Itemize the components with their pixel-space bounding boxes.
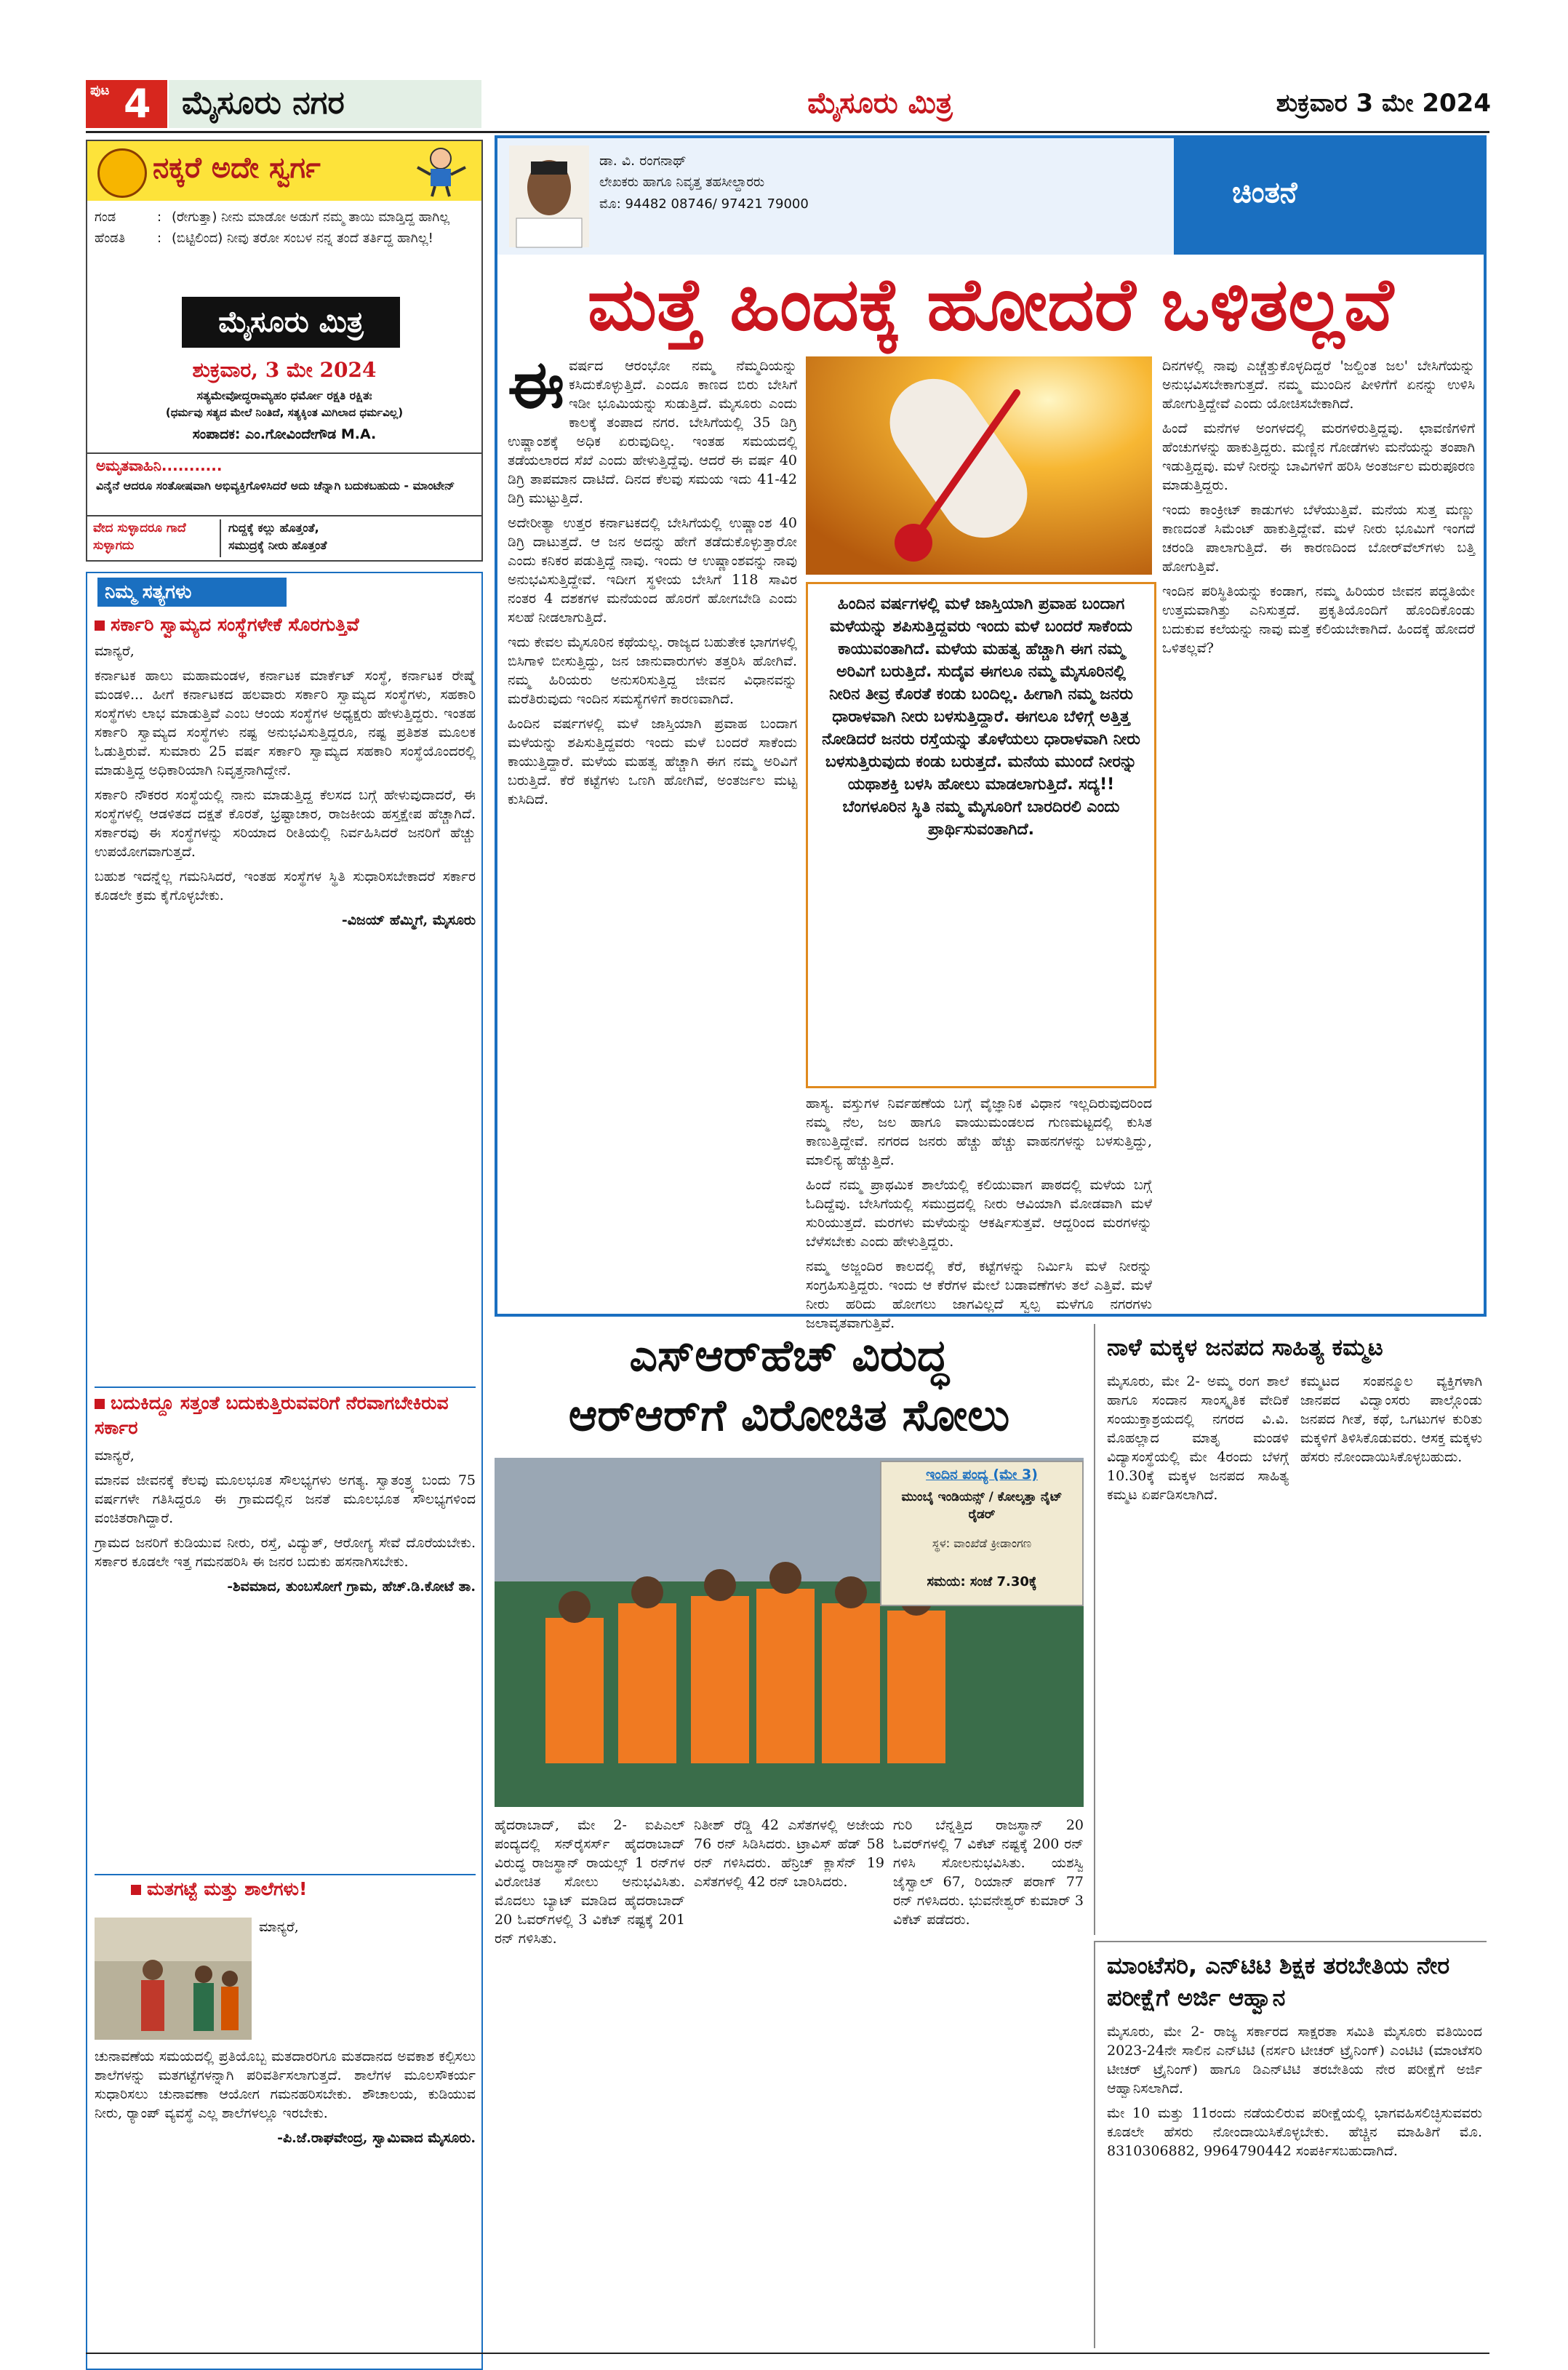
paragraph: ಹಾಸ್ಯ. ವಸ್ತುಗಳ ನಿರ್ವಹಣೆಯ ಬಗ್ಗೆ ವೈಜ್ಞಾನಿಕ ವಿಧಾನ ಇಲ್ಲದಿರುವುದರಿಂದ ನಮ್ಮ ನೆಲ, ಜಲ ಹಾಗೂ ವಾಯುಮಂಡಲದ ಗುಣಮಟ್ಟದಲ್ಲಿ ಕುಸಿತ ಕಾಣುತ್ತಿದ್ದೇವೆ. ನಗರದ ಜನರು ಹೆಚ್ಚು ಹೆಚ್ಚು ವಾಹನಗಳನ್ನು ಬಳಸುತ್ತಿದ್ದು, ಮಾಲಿನ್ಯ ಹೆಚ್ಚುತ್ತಿದೆ. [806, 1096, 1152, 1168]
column-label: ಚಿಂತನೆ [1232, 176, 1297, 210]
article-col-2 [806, 1094, 1152, 1331]
letter-body [95, 642, 476, 1325]
folk-col-2 [1300, 1372, 1482, 1932]
folk-col-1 [1107, 1372, 1289, 1932]
bullet-icon [95, 1399, 105, 1409]
humor-line: ಹೆಂಡತಿ : (ಬಿಟ್ಟಿಲಿಂದ) ನೀವು ತರೋ ಸಂಬಳ ನನ್ನ ತಂದೆ ತರ್ತಿದ್ದ ಹಾಗಿಲ್ಲ! [95, 229, 473, 247]
montessori-body [1107, 2022, 1482, 2342]
signature: -ಶಿವಮಾದ, ತುಂಬಸೋಗೆ ಗ್ರಾಮ, ಹೆಚ್.ಡಿ.ಕೋಟೆ ತಾ. [227, 1579, 476, 1595]
paragraph: ಹೈದರಾಬಾದ್, ಮೇ 2- ಐಪಿಎಲ್ ಪಂದ್ಯದಲ್ಲಿ ಸನ್‌ರೈಸರ್ಸ್ ಹೈದರಾಬಾದ್ ವಿರುದ್ಧ ರಾಜಸ್ಥಾನ್ ರಾಯಲ್ಸ್ 1 ರನ್‌ಗಳ ವಿರೋಚಿತ ಸೋಲು ಅನುಭವಿಸಿತು. ಮೊದಲು ಬ್ಯಾಟ್ ಮಾಡಿದ ಹೈದರಾಬಾದ್ 20 ಓವರ್‌ಗಳಲ್ಲಿ 3 ವಿಕೆಟ್ ನಷ್ಟಕ್ಕೆ 201 ರನ್ ಗಳಿಸಿತು. [495, 1817, 685, 1947]
amrutha-text: ವಿನೈನೆ ಆದರೂ ಸಂತೋಷವಾಗಿ ಅಭಿವ್ಯಕ್ತಿಗೊಳಿಸಿದರೆ ಅದು ಚೆನ್ನಾಗಿ ಬದುಕಬಹುದು - ಮಾಂಟೇನ್ [96, 479, 455, 492]
paragraph: ಇಂದು ಕಾಂಕ್ರೀಟ್ ಕಾಡುಗಳು ಬೆಳೆಯುತ್ತಿವೆ. ಮನೆಯ ಸುತ್ತ ಮಣ್ಣು ಕಾಣದಂತೆ ಸಿಮೆಂಟ್ ಹಾಕುತ್ತಿದ್ದೇವೆ. ಮಳೆ ನೀರು ಭೂಮಿಗೆ ಇಂಗದೆ ಚರಂಡಿ ಪಾಲಾಗುತ್ತಿದೆ. ಈ ಕಾರಣದಿಂದ ಬೋರ್‌ವೆಲ್‌ಗಳು ಬತ್ತಿ ಹೋಗುತ್ತಿವೆ. [1162, 502, 1475, 575]
paragraph: ಮೈಸೂರು, ಮೇ 2- ಅಮ್ಮ ರಂಗ ಶಾಲೆ ಹಾಗೂ ಸಂದಾನ ಸಾಂಸ್ಕೃತಿಕ ವೇದಿಕೆ ಸಂಯುಕ್ತಾಶ್ರಯದಲ್ಲಿ ನಗರದ ವಿ.ವಿ. ಮೊಹಲ್ಲಾದ ಮಾತೃ ಮಂಡಳಿ ವಿದ್ಯಾಸಂಸ್ಥೆಯಲ್ಲಿ ಮೇ 4ರಂದು ಬೆಳಗ್ಗೆ 10.30ಕ್ಕೆ ಮಕ್ಕಳ ಜನಪದ ಸಾಹಿತ್ಯ ಕಮ್ಮಟ ಏರ್ಪಡಿಸಲಾಗಿದೆ. [1107, 1373, 1289, 1503]
letters-section [86, 572, 483, 2370]
ipl-headline-2: ಆರ್‌ಆರ್‌ಗೆ ವಿರೋಚಿತ ಸೋಲು [568, 1390, 1010, 1441]
cartoon-icon [412, 145, 470, 196]
letters-header: ನಿಮ್ಮ ಸತ್ಯಗಳು [97, 578, 287, 607]
proverb-line: ಸಮುದ್ರಕ್ಕೆ ನೀರು ಹೊತ್ತಂತೆ [228, 538, 327, 552]
divider [95, 1387, 476, 1388]
paragraph: ಇಂದಿನ ಪರಿಸ್ಥಿತಿಯನ್ನು ಕಂಡಾಗ, ನಮ್ಮ ಹಿರಿಯರ ಜೀವನ ಪದ್ಧತಿಯೇ ಉತ್ತಮವಾಗಿತ್ತು ಎನಿಸುತ್ತದೆ. ಪ್ರಕೃತಿಯೊಂದಿಗೆ ಹೊಂದಿಕೊಂಡು ಬದುಕುವ ಕಲೆಯನ್ನು ನಾವು ಮತ್ತೆ ಕಲಿಯಬೇಕಾಗಿದೆ. ಹಿಂದಕ್ಕೆ ಹೋದರೆ ಒಳಿತಲ್ಲವೆ? [1162, 583, 1475, 656]
letter-body [95, 1446, 476, 1861]
paragraph: ಗ್ರಾಮದ ಜನರಿಗೆ ಕುಡಿಯುವ ನೀರು, ರಸ್ತೆ, ವಿದ್ಯುತ್, ಆರೋಗ್ಯ ಸೇವೆ ದೊರೆಯಬೇಕು. ಸರ್ಕಾರ ಕೂಡಲೇ ಇತ್ತ ಗಮನಹರಿಸಿ ಈ ಜನರ ಬದುಕು ಹಸನಾಗಿಸಬೇಕು. [95, 1535, 476, 1570]
author-phone: ಮೊ: 94482 08746/ 97421 79000 [599, 196, 809, 212]
pull-quote-text: ಹಿಂದಿನ ವರ್ಷಗಳಲ್ಲಿ ಮಳೆ ಜಾಸ್ತಿಯಾಗಿ ಪ್ರವಾಹ ಬಂದಾಗ ಮಳೆಯನ್ನು ಶಪಿಸುತ್ತಿದ್ದವರು ಇಂದು ಮಳೆ ಬಂದರೆ ಸಾಕೆಂದು ಕಾಯುವಂತಾಗಿದೆ. ಮಳೆಯ ಮಹತ್ವ ಹೆಚ್ಚಾಗಿ ಈಗ ನಮ್ಮ ಅರಿವಿಗೆ ಬರುತ್ತಿದೆ. ಸುದೈವ ಈಗಲೂ ನಮ್ಮ ಮೈಸೂರಿನಲ್ಲಿ ನೀರಿನ ತೀವ್ರ ಕೊರತೆ ಕಂಡು ಬಂದಿಲ್ಲ. ಹೀಗಾಗಿ ನಮ್ಮ ಜನರು ಧಾರಾಳವಾಗಿ ನೀರು ಬಳಸುತ್ತಿದ್ದಾರೆ. ಈಗಲೂ ಬೆಳಿಗ್ಗೆ ಅತ್ತಿತ್ತ ನೋಡಿದರೆ ಜನರು ರಸ್ತೆಯನ್ನು ತೊಳೆಯಲು ಧಾರಾಳವಾಗಿ ನೀರು ಬಳಸುತ್ತಿರುವುದು ಕಂಡು ಬರುತ್ತದೆ. ಮನೆಯ ಮುಂದೆ ನೀರನ್ನು ಯಥಾಶಕ್ತಿ ಬಳಸಿ ಹೋಲು ಮಾಡಲಾಗುತ್ತಿದೆ. ಸದ್ಯ!! ಬೆಂಗಳೂರಿನ ಸ್ಥಿತಿ ನಮ್ಮ ಮೈಸೂರಿಗೆ ಬಾರದಿರಲಿ ಎಂದು ಪ್ರಾರ್ಥಿಸುವಂತಾಗಿದೆ. [822, 595, 1140, 839]
paragraph: ಮಾನವ ಜೀವನಕ್ಕೆ ಕೆಲವು ಮೂಲಭೂತ ಸೌಲಭ್ಯಗಳು ಅಗತ್ಯ. ಸ್ವಾತಂತ್ರ್ಯ ಬಂದು 75 ವರ್ಷಗಳೇ ಗತಿಸಿದ್ದರೂ ಈ ಗ್ರಾಮದಲ್ಲಿನ ಜನತೆ ಮೂಲಭೂತ ಸೌಲಭ್ಯಗಳಿಂದ ವಂಚಿತರಾಗಿದ್ದಾರೆ. [95, 1472, 476, 1526]
section-bar [169, 80, 481, 128]
article-col-1 [508, 347, 798, 1309]
paragraph: ಅದೇರೀತ್ಯಾ ಉತ್ತರ ಕರ್ನಾಟಕದಲ್ಲಿ ಬೇಸಿಗೆಯಲ್ಲಿ ಉಷ್ಣಾಂಶ 40 ಡಿಗ್ರಿ ದಾಟುತ್ತದೆ. ಆ ಜನ ಅದನ್ನು ಹೇಗೆ ತಡೆದುಕೊಳ್ಳುತ್ತಾರೋ ಎಂದು ಕನಿಕರ ಪಡುತ್ತಿದ್ದೆ ನಾವು. ಇಂದು ಆ ಉಷ್ಣಾಂಶವನ್ನು ನಾವು ಅನುಭವಿಸುತ್ತಿದ್ದೇವೆ. ಇದೀಗ ಸ್ಥಳೀಯ ಬೇಸಿಗೆ 118 ಸಾವಿರ ನಂತರ 4 ದಶಕಗಳ ಮನೆಯಂದ ಹೊರಗೆ ಹೋಗಬೇಡಿ ಎಂದು ಸಲಹೆ ನೀಡಲಾಗುತ್ತಿದೆ. [508, 515, 797, 626]
paragraph: ಸರ್ಕಾರಿ ನೌಕರರ ಸಂಸ್ಥೆಯಲ್ಲಿ ನಾನು ಮಾಡುತ್ತಿದ್ದ ಕೆಲಸದ ಬಗ್ಗೆ ಹೇಳುವುದಾದರೆ, ಈ ಸಂಸ್ಥೆಗಳಲ್ಲಿ ಆಡಳಿತದ ದಕ್ಷತೆ ಕೊರತೆ, ಭ್ರಷ್ಟಾಚಾರ, ರಾಜಕೀಯ ಹಸ್ತಕ್ಷೇಪ ಹೆಚ್ಚಾಗಿದೆ. ಸರ್ಕಾರವು ಈ ಸಂಸ್ಥೆಗಳನ್ನು ಸರಿಯಾದ ರೀತಿಯಲ್ಲಿ ನಿರ್ವಹಿಸಿದರೆ ಜನರಿಗೆ ಹೆಚ್ಚು ಉಪಯೋಗವಾಗುತ್ತದೆ. [95, 787, 476, 860]
bullet-icon [131, 1885, 141, 1895]
dropcap: ಈ [508, 347, 565, 423]
letter-title: ಸರ್ಕಾರಿ ಸ್ವಾಮ್ಯದ ಸಂಸ್ಥೆಗಳೇಕೆ ಸೊರಗುತ್ತಿವೆ [95, 614, 476, 636]
ipl-col-3 [893, 1816, 1084, 2339]
humor-dialogue [95, 208, 473, 247]
humor-banner [87, 141, 481, 201]
paragraph: ಮೇ 10 ಮತ್ತು 11ರಂದು ನಡೆಯಲಿರುವ ಪರೀಕ್ಷೆಯಲ್ಲಿ ಭಾಗವಹಿಸಲಿಚ್ಛಿಸುವವರು ಕೂಡಲೇ ಹೆಸರು ನೋಂದಾಯಿಸಿಕೊಳ್ಳಬೇಕು. ಹೆಚ್ಚಿನ ಮಾಹಿತಿಗೆ ಮೊ. 8310306882, 9964790442 ಸಂಪರ್ಕಿಸಬಹುದಾಗಿದೆ. [1107, 2105, 1482, 2159]
proverb-label: ವೇದ ಸುಳ್ಳಾದರೂ ಗಾದೆ ಸುಳ್ಳಾಗದು [93, 521, 186, 553]
masthead-date [1207, 81, 1491, 127]
divider [95, 1874, 476, 1875]
chintane-article [495, 135, 1487, 1331]
column-label-box [1174, 138, 1484, 255]
paragraph: ಕಮ್ಮಟದ ಸಂಪನ್ಮೂಲ ವ್ಯಕ್ತಿಗಳಾಗಿ ಜಾನಪದ ವಿದ್ವಾಂಸರು ಪಾಲ್ಗೊಂಡು ಜನಪದ ಗೀತೆ, ಕಥೆ, ಒಗಟುಗಳ ಕುರಿತು ಮಕ್ಕಳಿಗೆ ತಿಳಿಸಿಕೊಡುವರು. ಆಸಕ್ತ ಮಕ್ಕಳು ಹೆಸರು ನೋಂದಾಯಿಸಿಕೊಳ್ಳಬಹುದು. [1300, 1373, 1482, 1465]
author-photo [509, 145, 589, 247]
paragraph: ಗುರಿ ಬೆನ್ನತ್ತಿದ ರಾಜಸ್ಥಾನ್ 20 ಓವರ್‌ಗಳಲ್ಲಿ 7 ವಿಕೆಟ್ ನಷ್ಟಕ್ಕೆ 200 ರನ್ ಗಳಿಸಿ ಸೋಲನುಭವಿಸಿತು. ಯಶಸ್ವಿ ಜೈಸ್ವಾಲ್ 67, ರಿಯಾನ್ ಪರಾಗ್ 77 ರನ್ ಗಳಿಸಿದರು. ಭುವನೇಶ್ವರ್ ಕುಮಾರ್ 3 ವಿಕೆಟ್ ಪಡೆದರು. [893, 1817, 1084, 1928]
speaker: ಹೆಂಡತಿ [95, 231, 126, 246]
pull-quote [806, 582, 1156, 1088]
paragraph: ನಿತೀಶ್ ರೆಡ್ಡಿ 42 ಎಸೆತಗಳಲ್ಲಿ ಅಜೇಯ 76 ರನ್ ಸಿಡಿಸಿದರು. ಟ್ರಾವಿಸ್ ಹೆಡ್ 58 ರನ್ ಗಳಿಸಿದರು. ಹೆನ್ರಿಚ್ ಕ್ಲಾಸೆನ್ 19 ಎಸೆತಗಳಲ್ಲಿ 42 ರನ್ ಬಾರಿಸಿದರು. [694, 1817, 884, 1890]
letter-photo [95, 1918, 252, 2040]
imprint-rule [86, 2353, 1489, 2354]
paragraph: ಬಹುಶ ಇದನ್ನೆಲ್ಲ ಗಮನಿಸಿದರೆ, ಇಂತಹ ಸಂಸ್ಥೆಗಳ ಸ್ಥಿತಿ ಸುಧಾರಿಸಬೇಕಾದರೆ ಸರ್ಕಾರ ಕೂಡಲೇ ಕ್ರಮ ಕೈಗೊಳ್ಳಬೇಕು. [95, 869, 476, 903]
left-top-box [86, 140, 483, 562]
proverb-divider [220, 519, 221, 557]
paragraph: ಹಿಂದಿನ ವರ್ಷಗಳಲ್ಲಿ ಮಳೆ ಜಾಸ್ತಿಯಾಗಿ ಪ್ರವಾಹ ಬಂದಾಗ ಮಳೆಯನ್ನು ಶಪಿಸುತ್ತಿದ್ದವರು ಇಂದು ಮಳೆ ಬಂದರೆ ಸಾಕೆಂದು ಕಾಯುತ್ತಿದ್ದಾರೆ. ಮಳೆಯ ಮಹತ್ವ ಹೆಚ್ಚಾಗಿ ಈಗ ನಮ್ಮ ಅರಿವಿಗೆ ಬರುತ್ತಿದೆ. ಕೆರೆ ಕಟ್ಟೆಗಳು ಒಣಗಿ ಹೋಗಿವೆ, ಅಂತರ್ಜಲ ಮಟ್ಟ ಕುಸಿದಿದೆ. [508, 716, 797, 807]
paragraph: ಇದು ಕೇವಲ ಮೈಸೂರಿನ ಕಥೆಯಲ್ಲ. ರಾಜ್ಯದ ಬಹುತೇಕ ಭಾಗಗಳಲ್ಲಿ ಬಿಸಿಗಾಳಿ ಬೀಸುತ್ತಿದ್ದು, ಜನ ಜಾನುವಾರುಗಳು ತತ್ತರಿಸಿ ಹೋಗಿವೆ. ನಮ್ಮ ಹಿರಿಯರು ಅನುಸರಿಸುತ್ತಿದ್ದ ಜೀವನ ವಿಧಾನವನ್ನು ಮರೆತಿರುವುದು ಇಂದಿನ ಸಮಸ್ಯೆಗಳಿಗೆ ಕಾರಣವಾಗಿದೆ. [508, 634, 798, 707]
masthead-paper-name [771, 81, 989, 127]
date: ಶುಕ್ರವಾರ 3 ಮೇ 2024 [1276, 89, 1491, 118]
letter-title: ಮತಗಟ್ಟೆ ಮತ್ತು ಶಾಲೆಗಳು! [131, 1878, 476, 1900]
editorial-motto-2: (ಧರ್ಮವು ಸತ್ಯದ ಮೇಲೆ ನಿಂತಿದೆ, ಸತ್ಯಕ್ಕಿಂತ ಮಿಗಿಲಾದ ಧರ್ಮವಿಲ್ಲ) [165, 406, 404, 419]
montessori-story [1094, 1941, 1487, 2348]
paper-name: ಮೈಸೂರು ಮಿತ್ರ [807, 87, 953, 120]
rule [87, 515, 481, 516]
match-venue: ಸ್ಥಳ: ವಾಂಖೆಡೆ ಕ್ರೀಡಾಂಗಣ [932, 1536, 1032, 1550]
humor-line: ಗಂಡ : (ರೇಗುತ್ತಾ) ನೀನು ಮಾಡೋ ಅಡುಗೆ ನಮ್ಮ ತಾಯಿ ಮಾಡ್ತಿದ್ದ ಹಾಗಿಲ್ಲ [95, 208, 473, 226]
montessori-title: ಮಾಂಟೆಸರಿ, ಎನ್‌ಟಿಟಿ ಶಿಕ್ಷಕ ತರಬೇತಿಯ ನೇರ ಪರೀಕ್ಷೆಗೆ ಅರ್ಜಿ ಆಹ್ವಾನ [1107, 1952, 1450, 2011]
folk-story [1094, 1324, 1487, 1935]
ipl-headline-1: ಎಸ್‌ಆರ್‌ಹೆಚ್ ವಿರುದ್ಧ [629, 1330, 949, 1381]
match-time: ಸಮಯ: ಸಂಜೆ 7.30ಕ್ಕೆ [927, 1574, 1037, 1589]
author-strip [497, 138, 1484, 255]
paragraph: ದಿನಗಳಲ್ಲಿ ನಾವು ಎಚ್ಚೆತ್ತುಕೊಳ್ಳದಿದ್ದರೆ 'ಜಲ್ದಿಂತ ಜಲ' ಬೇಸಿಗೆಯನ್ನು ಅನುಭವಿಸಬೇಕಾಗುತ್ತದೆ. ನಮ್ಮ ಮುಂದಿನ ಪೀಳಿಗೆಗೆ ಏನನ್ನು ಉಳಿಸಿ ಹೋಗುತ್ತಿದ್ದೇವೆ ಎಂದು ಯೋಚಿಸಬೇಕಾಗಿದೆ. [1162, 358, 1475, 412]
chintane-headline: ಮತ್ತೆ ಹಿಂದಕ್ಕೆ ಹೋದರೆ ಒಳಿತಲ್ಲವೆ [587, 261, 1394, 347]
editorial-logo: ಮೈಸೂರು ಮಿತ್ರ [182, 297, 400, 348]
author-role: ಲೇಖಕರು ಹಾಗೂ ನಿವೃತ್ತ ತಹಸೀಲ್ದಾರರು [599, 175, 765, 190]
dialogue: (ರೇಗುತ್ತಾ) ನೀನು ಮಾಡೋ ಅಡುಗೆ ನಮ್ಮ ತಾಯಿ ಮಾಡ್ತಿದ್ದ ಹಾಗಿಲ್ಲ [172, 210, 450, 225]
match-teams: ಮುಂಬೈ ಇಂಡಿಯನ್ಸ್ / ಕೋಲ್ಕತ್ತಾ ನೈಟ್ ರೈಡರ್ [901, 1490, 1063, 1522]
paragraph: ಹಿಂದೆ ಮನೆಗಳ ಅಂಗಳದಲ್ಲಿ ಮರಗಳಿರುತ್ತಿದ್ದವು. ಛಾವಣಿಗಳಿಗೆ ಹೆಂಚುಗಳನ್ನು ಹಾಕುತ್ತಿದ್ದರು. ಮಣ್ಣಿನ ಗೋಡೆಗಳು ಮನೆಯನ್ನು ತಂಪಾಗಿ ಇಡುತ್ತಿದ್ದವು. ಮಳೆ ನೀರನ್ನು ಬಾವಿಗಳಿಗೆ ಹರಿಸಿ ಅಂತರ್ಜಲ ಮರುಪೂರಣ ಮಾಡುತ್ತಿದ್ದರು. [1162, 420, 1475, 493]
editorial-motto-1: ಸತ್ಯಮೇವೋದ್ಧರಾಮ್ಯಹಂ ಧರ್ಮೋ ರಕ್ಷತಿ ರಕ್ಷಿತಃ [196, 388, 372, 402]
match-title: ಇಂದಿನ ಪಂದ್ಯ (ಮೇ 3) [926, 1467, 1038, 1483]
rule [87, 452, 481, 454]
editorial-date: ಶುಕ್ರವಾರ, 3 ಮೇ 2024 [192, 358, 377, 382]
letter-title: ಬದುಕಿದ್ದೂ ಸತ್ತಂತೆ ಬದುಕುತ್ತಿರುವವರಿಗೆ ನೆರವಾಗಬೇಕಿರುವ ಸರ್ಕಾರ [95, 1392, 449, 1438]
signature: -ವಿಜಯ್ ಹೆಮ್ಮಿಗೆ, ಮೈಸೂರು [341, 912, 476, 928]
author-name: ಡಾ. ವಿ. ರಂಗನಾಥ್ [599, 153, 687, 169]
ipl-story [495, 1324, 1084, 2348]
signature: -ಪಿ.ಜೆ.ರಾಘವೇಂದ್ರ, ಸ್ವಾಮಿವಾದ ಮೈಸೂರು. [277, 2130, 476, 2146]
page-label: ಪುಟ [90, 83, 110, 98]
page-number: 4 [124, 81, 151, 127]
folk-title: ನಾಳೆ ಮಕ್ಕಳ ಜನಪದ ಸಾಹಿತ್ಯ ಕಮ್ಮಟ [1107, 1333, 1383, 1361]
paragraph: ನಮ್ಮ ಅಜ್ಜಂದಿರ ಕಾಲದಲ್ಲಿ ಕೆರೆ, ಕಟ್ಟೆಗಳನ್ನು ನಿರ್ಮಿಸಿ ಮಳೆ ನೀರನ್ನು ಸಂಗ್ರಹಿಸುತ್ತಿದ್ದರು. ಇಂದು ಆ ಕೆರೆಗಳ ಮೇಲೆ ಬಡಾವಣೆಗಳು ತಲೆ ಎತ್ತಿವೆ. ಮಳೆ ನೀರು ಹರಿದು ಹೋಗಲು ಜಾಗವಿಲ್ಲದೆ ಸ್ವಲ್ಪ ಮಳೆಗೂ ನಗರಗಳು ಜಲಾವೃತವಾಗುತ್ತಿವೆ. [806, 1258, 1152, 1331]
ipl-col-1 [495, 1816, 685, 2339]
paragraph: ಮೈಸೂರು, ಮೇ 2- ರಾಜ್ಯ ಸರ್ಕಾರದ ಸಾಕ್ಷರತಾ ಸಮಿತಿ ಮೈಸೂರು ವತಿಯಿಂದ 2023-24ನೇ ಸಾಲಿನ ಎನ್‌ಟಿಟಿ (ನರ್ಸರಿ ಟೀಚರ್ ಟ್ರೈನಿಂಗ್) ಎಂಟಿಟಿ (ಮಾಂಟೆಸರಿ ಟೀಚರ್ ಟ್ರೈನಿಂಗ್) ಹಾಗೂ ಡಿಎನ್‌ಟಿಟಿ ತರಬೇತಿಯ ನೇರ ಪರೀಕ್ಷೆಗೆ ಅರ್ಜಿ ಆಹ್ವಾನಿಸಲಾಗಿದೆ. [1107, 2024, 1482, 2096]
page-tag [86, 80, 167, 128]
laughing-face-icon [97, 148, 147, 198]
article-col-3 [1162, 356, 1475, 1309]
salutation: ಮಾನ್ಯರೆ, [95, 1448, 135, 1464]
letter-body [95, 2047, 476, 2345]
ipl-col-2 [694, 1816, 884, 2339]
editor-name: ಸಂಪಾದಕ: ಎಂ.ಗೋವಿಂದೇಗೌಡ M.A. [192, 426, 377, 442]
match-box [880, 1461, 1084, 1606]
heat-thermometer-image [806, 356, 1152, 575]
bullet-icon [95, 621, 105, 631]
masthead-rule [86, 131, 1489, 133]
humor-title: ನಕ್ಕರೆ ಅದೇ ಸ್ವರ್ಗ [153, 151, 321, 185]
paragraph: ವರ್ಷದ ಆರಂಭೋ ನಮ್ಮ ನೆಮ್ಮದಿಯನ್ನು ಕಸಿದುಕೊಳ್ಳುತ್ತಿದೆ. ಎಂದೂ ಕಾಣದ ಬಿರು ಬೇಸಿಗೆ ಇಡೀ ಭೂಮಿಯನ್ನು ಸುಡುತ್ತಿದೆ. ಮೈಸೂರು ಎಂದು ಕಾಲಕ್ಕೆ ತಂಪಾದ ನಗರ. ಬೇಸಿಗೆಯಲ್ಲಿ 35 ಡಿಗ್ರಿ ಉಷ್ಣಾಂಶಕ್ಕೆ ಅಧಿಕ ಏರುವುದಿಲ್ಲ. ಇಂತಹ ಸಮಯದಲ್ಲಿ ತಡೆಯಲಾರದ ಸೆಖೆ ಎಂದು ಹೇಳುತ್ತಿದ್ದೆವು. ಆದರೆ ಈ ವರ್ಷ 40 ಡಿಗ್ರಿ ತಾಪಮಾನ ದಾಟಿದೆ. ದಿನದ ಕೆಲವು ಸಮಯ ಇದು 41-42 ಡಿಗ್ರಿ ಮುಟ್ಟುತ್ತಿದೆ. [508, 358, 797, 506]
paragraph: ಹಿಂದೆ ನಮ್ಮ ಪ್ರಾಥಮಿಕ ಶಾಲೆಯಲ್ಲಿ ಕಲಿಯುವಾಗ ಪಾಠದಲ್ಲಿ ಮಳೆಯ ಬಗ್ಗೆ ಓದಿದ್ದೆವು. ಬೇಸಿಗೆಯಲ್ಲಿ ಸಮುದ್ರದಲ್ಲಿ ನೀರು ಆವಿಯಾಗಿ ಮೋಡವಾಗಿ ಮಳೆ ಸುರಿಯುತ್ತದೆ. ಮರಗಳು ಮಳೆಯನ್ನು ಆಕರ್ಷಿಸುತ್ತವೆ. ಆದ್ದರಿಂದ ಮರಗಳನ್ನು ಬೆಳೆಸಬೇಕು ಎಂದು ಹೇಳುತ್ತಿದ್ದರು. [806, 1177, 1152, 1250]
paragraph: ಕರ್ನಾಟಕ ಹಾಲು ಮಹಾಮಂಡಳ, ಕರ್ನಾಟಕ ಮಾರ್ಕೆಟ್ ಸಂಸ್ಥೆ, ಕರ್ನಾಟಕ ರೇಷ್ಮೆ ಮಂಡಳಿ... ಹೀಗೆ ಕರ್ನಾಟಕದ ಹಲವಾರು ಸರ್ಕಾರಿ ಸ್ವಾಮ್ಯದ ಸಂಸ್ಥೆಗಳು, ಸಹಕಾರಿ ಸಂಸ್ಥೆಗಳು ಲಾಭ ಮಾಡುತ್ತಿವೆ ಎಂಬ ಆಂಯ ಸಂಸ್ಥೆಗಳ ಅಧ್ಯಕ್ಷರು ಹೇಳುತ್ತಿದ್ದರು. ಇಂತಹ ಸರ್ಕಾರಿ ಸ್ವಾಮ್ಯದ ಸಂಸ್ಥೆಗಳು ನಷ್ಟ ಅನುಭವಿಸುತ್ತಿದ್ದರೂ, ನಷ್ಟ ಪ್ರತಿಶತ ಮೂಲಕ ಓಡುತ್ತಿರುವೆ. ಸುಮಾರು 25 ವರ್ಷ ಸರ್ಕಾರಿ ಸ್ವಾಮ್ಯದ ಸಹಕಾರಿ ಸಂಸ್ಥೆಯೊಂದರಲ್ಲಿ ಮಾಡುತ್ತಿದ್ದ ಅಧಿಕಾರಿಯಾಗಿ ನಿವೃತ್ತನಾಗಿದ್ದೇನೆ. [95, 668, 476, 778]
proverb-line: ಗುದ್ದಕ್ಕೆ ಕಲ್ಲು ಹೊತ್ತಂತೆ, [228, 521, 319, 535]
salutation: ಮಾನ್ಯರೆ, [95, 643, 135, 659]
speaker: ಗಂಡ [95, 210, 116, 225]
section-title: ಮೈಸೂರು ನಗರ [182, 84, 345, 121]
dialogue: (ಬಿಟ್ಟಿಲಿಂದ) ನೀವು ತರೋ ಸಂಬಳ ನನ್ನ ತಂದೆ ತರ್ತಿದ್ದ ಹಾಗಿಲ್ಲ! [172, 231, 433, 246]
letter-body [259, 1918, 476, 2041]
paragraph: ಚುನಾವಣೆಯ ಸಮಯದಲ್ಲಿ ಪ್ರತಿಯೊಬ್ಬ ಮತದಾರರಿಗೂ ಮತದಾನದ ಅವಕಾಶ ಕಲ್ಪಿಸಲು ಶಾಲೆಗಳನ್ನು ಮತಗಟ್ಟೆಗಳನ್ನಾಗಿ ಪರಿವರ್ತಿಸಲಾಗುತ್ತದೆ. ಶಾಲೆಗಳ ಮೂಲಸೌಕರ್ಯ ಸುಧಾರಿಸಲು ಚುನಾವಣಾ ಆಯೋಗ ಗಮನಹರಿಸಬೇಕು. ಶೌಚಾಲಯ, ಕುಡಿಯುವ ನೀರು, ರ್‍ಯಾಂಪ್ ವ್ಯವಸ್ಥೆ ಎಲ್ಲ ಶಾಲೆಗಳಲ್ಲೂ ಇರಬೇಕು. [95, 2048, 476, 2121]
amrutha-title: ಅಮೃತವಾಹಿನಿ........... [96, 457, 223, 474]
salutation: ಮಾನ್ಯರೆ, [259, 1919, 299, 1935]
